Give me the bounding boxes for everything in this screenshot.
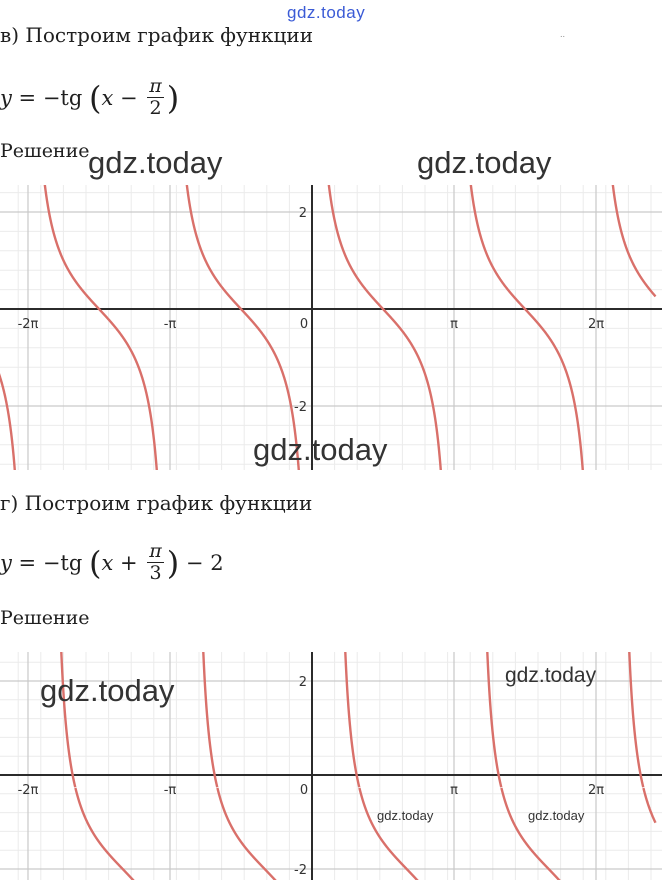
- x-tick-label: -2π: [17, 783, 39, 798]
- grid: [0, 185, 662, 470]
- x-tick-label: 2π: [587, 783, 605, 798]
- formula-lhs: y: [0, 86, 12, 110]
- heading-part-g: г) Построим график функции: [0, 491, 313, 515]
- function-curve-branch: [29, 185, 169, 470]
- right-paren: ): [166, 544, 180, 582]
- y-tick-label: -2: [294, 400, 307, 415]
- y-tick-label: -2: [294, 863, 307, 878]
- formula-part-g: [0, 537, 224, 589]
- graph-part-v: [0, 185, 662, 470]
- fraction: [147, 77, 164, 119]
- fraction-denominator: 2: [149, 97, 162, 120]
- fraction-numerator: π: [149, 75, 162, 98]
- watermark: gdz.today: [253, 432, 388, 467]
- x-tick-label: -2π: [17, 317, 39, 332]
- x-tick-label: π: [450, 317, 458, 332]
- watermark: gdz.today: [377, 808, 434, 823]
- heading-part-v: в) Построим график функции: [0, 23, 314, 47]
- fraction: [147, 542, 164, 584]
- scan-mark: ..: [560, 30, 566, 39]
- fraction-denominator: 3: [149, 562, 162, 585]
- formula-lhs: y: [0, 551, 12, 575]
- watermark: gdz.today: [40, 673, 175, 708]
- solution-label-v: Решение: [0, 140, 90, 162]
- formula-eq: = −tg: [11, 86, 89, 110]
- x-tick-label: 0: [299, 783, 309, 798]
- x-tick-label: 2π: [587, 317, 605, 332]
- solution-label-g: Решение: [0, 607, 90, 629]
- formula-op: +: [113, 551, 145, 575]
- left-paren: (: [88, 544, 102, 582]
- formula-eq: = −tg: [11, 551, 89, 575]
- y-tick-label: 2: [298, 206, 307, 221]
- x-tick-label: 0: [299, 317, 309, 332]
- function-curve-branch: [217, 652, 359, 880]
- watermark: gdz.today: [528, 808, 585, 823]
- formula-var: x: [101, 551, 114, 575]
- left-paren: (: [88, 79, 102, 117]
- watermark: gdz.today: [505, 664, 597, 687]
- function-curve-branch: [643, 788, 655, 823]
- function-curve-branch: [0, 359, 27, 470]
- fraction-numerator: π: [149, 540, 162, 563]
- function-curve-branch: [359, 652, 501, 880]
- y-tick-label: 2: [298, 675, 307, 690]
- x-tick-label: -π: [163, 783, 177, 798]
- watermark: gdz.today: [417, 145, 552, 180]
- formula-tail: − 2: [179, 551, 224, 575]
- right-paren: ): [166, 79, 180, 117]
- x-tick-label: π: [450, 783, 458, 798]
- formula-var: x: [101, 86, 114, 110]
- x-tick-label: -π: [163, 317, 177, 332]
- formula-part-v: [0, 72, 179, 124]
- watermark: gdz.today: [88, 145, 223, 180]
- formula-op: −: [113, 86, 145, 110]
- function-curve-branch: [455, 185, 595, 470]
- watermark-top: gdz.today: [287, 3, 366, 22]
